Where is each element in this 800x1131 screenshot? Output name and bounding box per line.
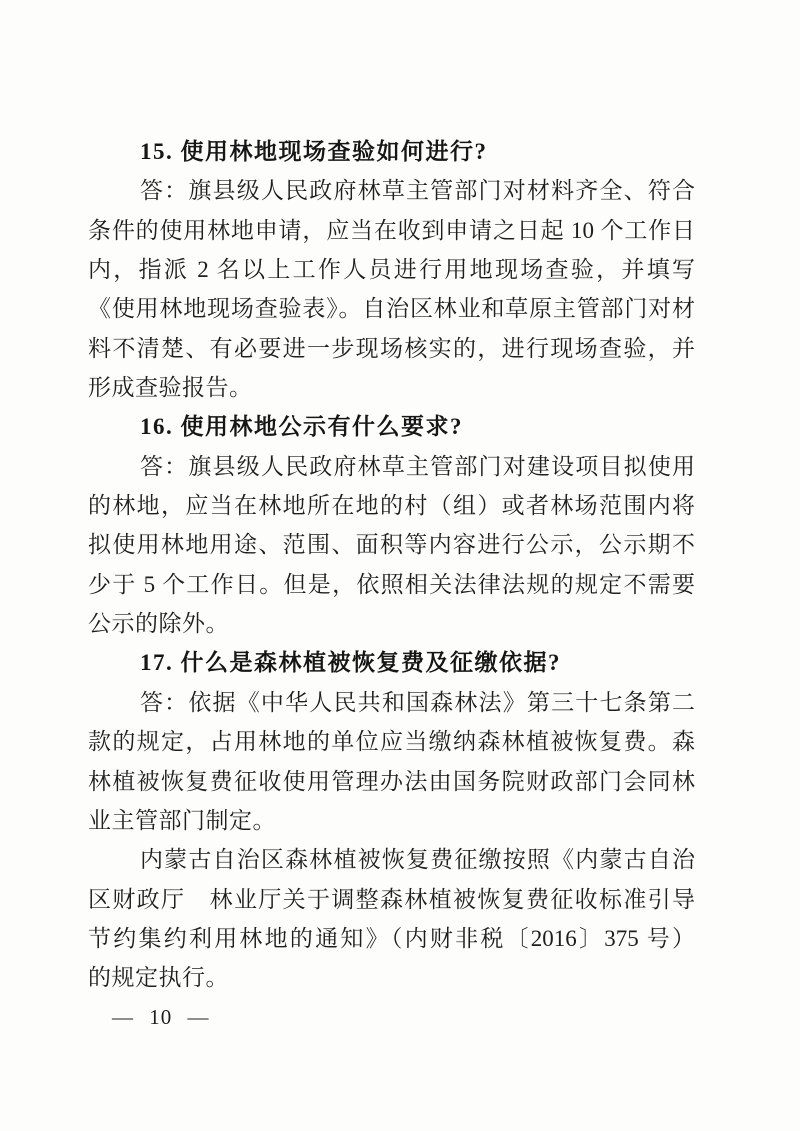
question-heading: 15. 使用林地现场查验如何进行? — [140, 139, 488, 164]
answer-line: 内蒙古自治区森林植被恢复费征缴按照《内蒙古自治 — [140, 847, 695, 873]
answer-line: 林植被恢复费征收使用管理办法由国务院财政部门会同林 — [88, 768, 695, 794]
answer-line: 《使用林地现场查验表》。自治区林业和草原主管部门对材 — [88, 296, 695, 322]
answer-line: 业主管部门制定。 — [88, 807, 276, 833]
answer-line: 条件的使用林地申请，应当在收到申请之日起 10 个工作日 — [88, 217, 695, 243]
answer-line: 少于 5 个工作日。但是，依照相关法律法规的规定不需要 — [88, 571, 695, 597]
answer-line: 款的规定，占用林地的单位应当缴纳森林植被恢复费。森 — [88, 729, 695, 755]
answer-line: 答：依据《中华人民共和国森林法》第三十七条第二 — [140, 689, 695, 715]
answer-line: 的规定执行。 — [88, 965, 229, 991]
answer-line: 答：旗县级人民政府林草主管部门对材料齐全、符合 — [140, 178, 695, 204]
answer-line: 拟使用林地用途、范围、面积等内容进行公示，公示期不 — [88, 532, 695, 558]
answer-line: 节约集约利用林地的通知》（内财非税〔2016〕375 号） — [88, 925, 695, 951]
answer-line: 答：旗县级人民政府林草主管部门对建设项目拟使用 — [140, 453, 695, 479]
question-heading: 17. 什么是森林植被恢复费及征缴依据? — [140, 650, 561, 676]
question-heading: 16. 使用林地公示有什么要求? — [140, 414, 463, 440]
answer-line: 区财政厅 林业厅关于调整森林植被恢复费征收标准引导 — [88, 886, 695, 912]
answer-line: 内，指派 2 名以上工作人员进行用地现场查验，并填写 — [88, 257, 695, 283]
answer-line: 形成查验报告。 — [88, 375, 253, 401]
answer-line: 公示的除外。 — [88, 611, 229, 637]
answer-line: 料不清楚、有必要进一步现场核实的，进行现场查验，并 — [88, 335, 695, 361]
page-number: — 10 — — [112, 1005, 210, 1029]
answer-line: 的林地，应当在林地所在地的村（组）或者林场范围内将 — [88, 493, 695, 519]
document-body — [88, 132, 695, 998]
